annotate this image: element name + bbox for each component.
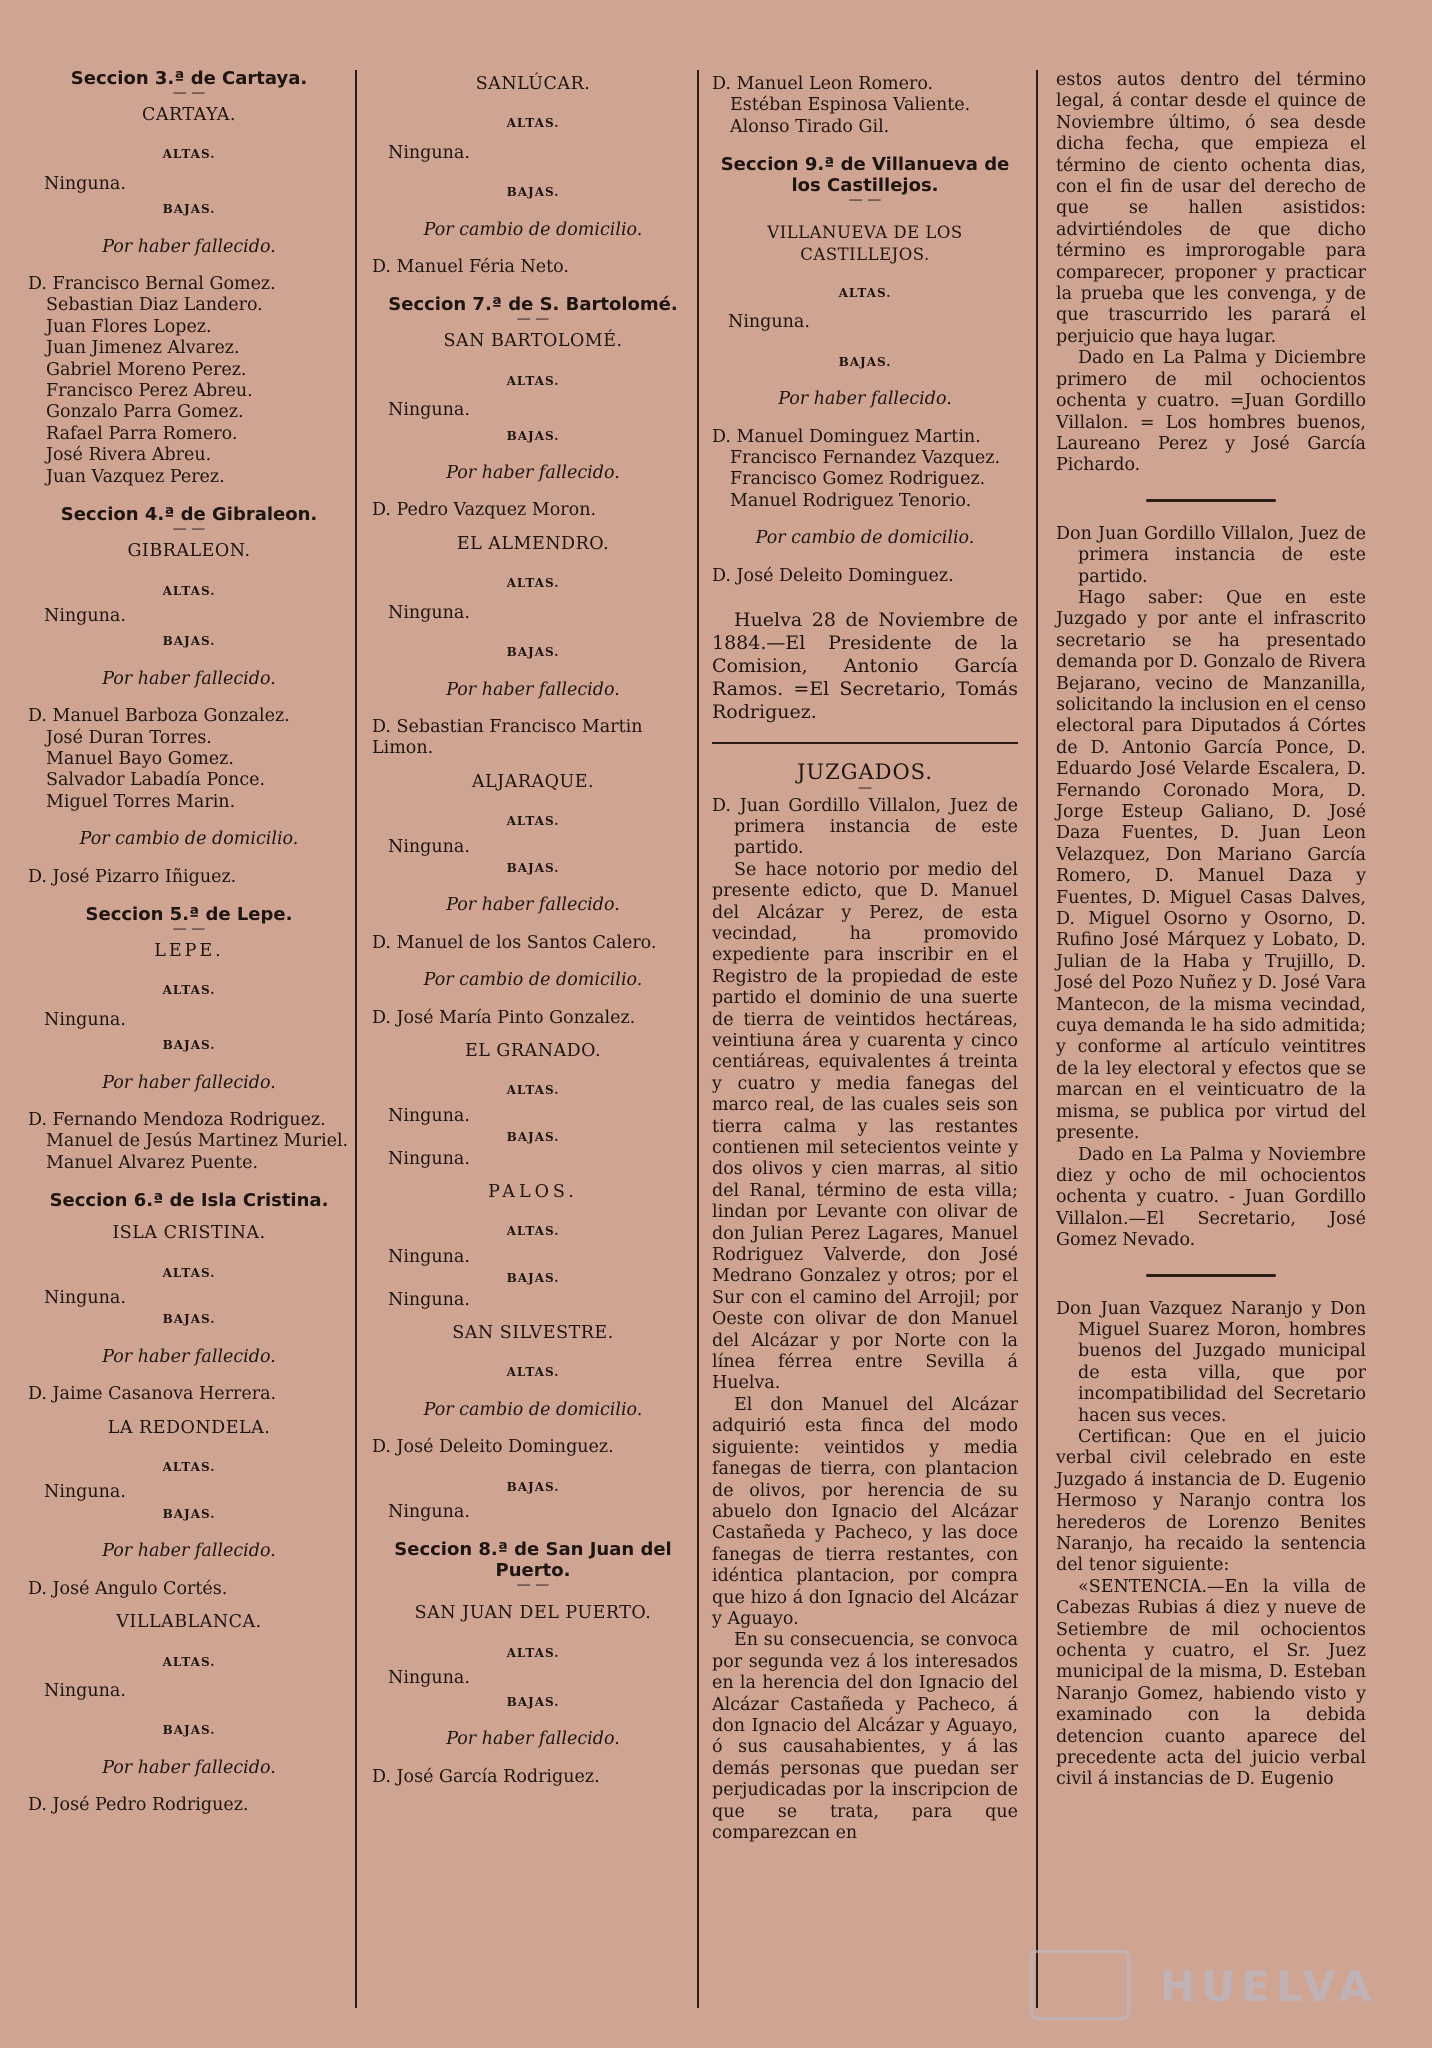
bajas-label: BAJAS.	[162, 634, 216, 649]
reason: Por haber fallecido.	[102, 1541, 276, 1562]
paragraph: «SENTENCIA.—En la villa de Cabezas Rubias á diez y nueve de Setiembre de mil ochocientos ochenta y cuatro, el Sr. Juez municipal de la misma, D. Esteban Naranjo Gomez, habiendo visto y examinado con la debida detencion cuanto aparece del precedente acta del juicio verbal civil á instancias de D. Eugenio	[1056, 1576, 1366, 1790]
section-title: Seccion 8.ª de San Juan del Puerto.	[394, 1539, 672, 1582]
altas-label: ALTAS.	[506, 1645, 560, 1660]
bajas-label: BAJAS.	[162, 1723, 216, 1738]
list-item: D. José Deleito Dominguez.	[372, 1437, 614, 1458]
town-name: GIBRALEON.	[127, 541, 251, 562]
bajas-label: BAJAS.	[506, 860, 560, 875]
altas-value: Ninguna.	[44, 1482, 126, 1503]
bajas-label: BAJAS.	[162, 1506, 216, 1521]
list-item: Salvador Labadía Ponce.	[46, 770, 266, 791]
town-name: CARTAYA.	[142, 105, 236, 125]
reason: Por haber fallecido.	[446, 1729, 620, 1750]
altas-value: Ninguna.	[388, 142, 470, 163]
list-item: José Rivera Abreu.	[46, 445, 212, 466]
list-item: Manuel Alvarez Puente.	[46, 1152, 259, 1173]
town-name: EL GRANADO.	[464, 1040, 602, 1061]
section-title: Seccion 5.ª de Lepe.	[85, 903, 293, 925]
bajas-label: BAJAS.	[162, 1312, 216, 1327]
altas-label: ALTAS.	[506, 576, 560, 591]
reason: Por cambio de domicilio.	[79, 829, 299, 850]
list-item: D. José Pedro Rodriguez.	[28, 1795, 249, 1816]
edict-intro: Don Juan Vazquez Naranjo y Don Miguel Suarez Moron, hombres buenos del Juzgado municipal de esta villa, que por incompatibilidad del Secretario hacen sus veces.	[1056, 1298, 1366, 1426]
ornament-divider	[1146, 1274, 1276, 1277]
town-name: SAN JUAN DEL PUERTO.	[414, 1603, 652, 1624]
town-name: VILLANUEVA DE LOS CASTILLEJOS.	[767, 223, 963, 264]
reason: Por haber fallecido.	[102, 668, 276, 689]
bajas-label: BAJAS.	[506, 1271, 560, 1286]
paragraph: Dado en La Palma y Diciembre primero de mil ochocientos ochenta y cuatro. =Juan Gordillo Villalon. = Los hombres buenos, Laureano Perez y José García Pichardo.	[1056, 348, 1366, 476]
list-item: D. Manuel Dominguez Martin.	[712, 426, 981, 447]
altas-label: ALTAS.	[838, 286, 892, 301]
column-rule	[697, 70, 699, 2008]
section-title: Seccion 3.ª de Cartaya.	[70, 68, 308, 89]
paragraph: Se hace notorio por medio del presente edicto, que D. Manuel del Alcázar y Perez, de esta vecindad, ha promovido expediente para inscribir en el Registro de la propiedad de este partido el dominio de una suerte de tierra de veintidos hectáreas, veintiuna área y cuarenta y cinco centiáreas, equivalentes á treinta y cuatro y media fanegas del marco real, de las cuales seis son tierra calma y las restantes contienen mil setecientos veinte y dos olivos y cien marras, al sitio del Ranal, término de esta villa; lindan por Levante con olivar de don Julian Perez Lagares, Manuel Rodriguez Valverde, don José Medrano Gonzalez y otros; por el Sur con el camino del Arrojil; por Oeste con olivar de don Manuel del Alcázar y por Norte con la línea férrea entre Sevilla á Huelva.	[712, 859, 1018, 1394]
divider	[712, 742, 1018, 744]
altas-value: Ninguna.	[44, 1009, 126, 1030]
list-item: Juan Vazquez Perez.	[46, 466, 225, 487]
town-name: LA REDONDELA.	[107, 1417, 271, 1438]
list-item: D. Manuel Leon Romero.	[712, 74, 934, 94]
section-title: Seccion 9.ª de Villanueva de los Castillejos.	[720, 154, 1010, 197]
list-item: Juan Jimenez Alvarez.	[46, 338, 240, 359]
town-name: SANLÚCAR.	[475, 74, 591, 94]
altas-value: Ninguna.	[388, 1668, 470, 1689]
name-list	[28, 706, 350, 813]
list-item: D. Sebastian Francisco Martin Limon.	[372, 716, 643, 759]
list-item: D. Pedro Vazquez Moron.	[372, 500, 597, 521]
altas-value: Ninguna.	[388, 1105, 470, 1126]
divider: — —	[516, 311, 550, 328]
edict-intro: D. Juan Gordillo Villalon, Juez de primera instancia de este partido.	[712, 795, 1018, 859]
divider: — —	[516, 1577, 550, 1594]
column-rule	[1036, 70, 1038, 2008]
list-item: D. Francisco Bernal Gomez.	[28, 274, 276, 295]
bajas-label: BAJAS.	[162, 202, 216, 217]
reason: Por haber fallecido.	[778, 389, 952, 410]
name-list	[372, 1767, 694, 1788]
altas-value: Ninguna.	[388, 602, 470, 623]
altas-value: Ninguna.	[44, 1680, 126, 1701]
altas-value: Ninguna.	[44, 173, 126, 194]
reason: Por cambio de domicilio.	[755, 528, 975, 549]
list-item: D. Fernando Mendoza Rodriguez.	[28, 1110, 326, 1130]
name-list	[28, 274, 350, 488]
divider: —	[858, 779, 872, 796]
list-item: Juan Flores Lopez.	[46, 316, 212, 337]
section-title: Seccion 7.ª de S. Bartolomé.	[388, 294, 678, 316]
bajas-value: Ninguna.	[388, 1148, 470, 1169]
reason: Por haber fallecido.	[446, 895, 620, 916]
town-name: SAN SILVESTRE.	[452, 1323, 614, 1344]
altas-value: Ninguna.	[44, 605, 126, 626]
town-name: ISLA CRISTINA.	[112, 1223, 266, 1244]
altas-label: ALTAS.	[162, 1460, 216, 1475]
list-item: Gabriel Moreno Perez.	[46, 359, 247, 380]
list-item: Miguel Torres Marin.	[46, 791, 236, 812]
divider: — —	[848, 192, 882, 209]
bajas-label: BAJAS.	[506, 645, 560, 660]
list-item: D. José María Pinto Gonzalez.	[372, 1007, 636, 1028]
shield-icon	[1030, 1950, 1130, 2020]
list-item: D. José Deleito Dominguez.	[712, 565, 954, 586]
name-list	[372, 1437, 694, 1458]
list-item: Manuel de Jesús Martinez Muriel.	[46, 1131, 349, 1152]
library-watermark	[1030, 1950, 1410, 2020]
reason: Por haber fallecido.	[102, 1072, 276, 1093]
paragraph: Certifican: Que en el juicio verbal civil celebrado en este Juzgado á instancia de D. Eugenio Hermoso y Naranjo contra los herederos de Lorenzo Benites Naranjo, ha recaido la sentencia del tenor siguiente:	[1056, 1426, 1366, 1576]
bajas-label: BAJAS.	[506, 1694, 560, 1709]
column-4	[1056, 60, 1366, 2012]
paragraph: Hago saber: Que en este Juzgado y por ante el infrascrito secretario se ha presentado demanda por D. Gonzalo de Rivera Bejarano, vecino de Manzanilla, solicitando la inclusion en el censo electoral para Diputados á Córtes de D. Antonio García Ponce, D. Eduardo José Velarde Escalera, D. Fernando Coronado Mora, D. Jorge Esteup Galiano, D. José Daza Fuentes, D. Juan Leon Velazquez, Don Mariano García Romero, D. Manuel Daza y Fuentes, D. Miguel Casas Dalves, D. Miguel Osorno y Osorno, D. Rufino José Márquez y Lobato, D. Julian de la Haba y Trujillo, D. José del Pozo Nuñez y D. José Vara Mantecon, de la misma vecindad, cuya demanda le ha sido admitida; y conforme al artículo veintitres de la ley electoral y efectos que se marcan en el veinticuatro de la misma, se publica por virtud del presente.	[1056, 587, 1366, 1144]
name-list	[372, 717, 694, 760]
bajas-value: Ninguna.	[388, 1289, 470, 1310]
ornament-divider	[1146, 499, 1276, 502]
column-rule	[355, 70, 357, 2008]
reason: Por haber fallecido.	[446, 463, 620, 484]
name-list	[712, 566, 1018, 587]
altas-value: Ninguna.	[388, 836, 470, 857]
altas-label: ALTAS.	[506, 373, 560, 388]
bajas-label: BAJAS.	[162, 1038, 216, 1053]
list-item: Manuel Bayo Gomez.	[46, 748, 234, 769]
bajas-value: Ninguna.	[388, 1502, 470, 1523]
column-1	[28, 60, 350, 2012]
watermark-text: HUELVA	[1160, 1962, 1378, 2011]
list-item: Estéban Espinosa Valiente.	[730, 95, 971, 116]
edict-intro: Don Juan Gordillo Villalon, Juez de primera instancia de este partido.	[1056, 523, 1366, 587]
name-list	[372, 500, 694, 521]
signature: Huelva 28 de Noviembre de 1884.—El Presidente de la Comision, Antonio García Ramos. =El Secretario, Tomás Rodriguez.	[712, 609, 1018, 724]
bajas-label: BAJAS.	[506, 428, 560, 443]
column-3	[712, 60, 1018, 2012]
paragraph: El don Manuel del Alcázar adquirió esta finca del modo siguiente: veintidos y media fanegas de tierra, con plantacion de olivos, por herencia de su abuelo don Ignacio del Alcázar Castañeda y Pacheco, y las doce fanegas de tierra restantes, con idéntica plantacion, por compra que hizo á don Ignacio del Alcázar y Aguayo.	[712, 1394, 1018, 1629]
reason: Por haber fallecido.	[102, 236, 276, 257]
name-list	[712, 427, 1018, 513]
altas-label: ALTAS.	[506, 814, 560, 829]
altas-label: ALTAS.	[506, 1365, 560, 1380]
divider: — —	[172, 920, 206, 937]
list-item: D. Manuel Barboza Gonzalez.	[28, 706, 290, 727]
divider: — —	[172, 85, 206, 101]
list-item: José Duran Torres.	[46, 727, 212, 748]
divider: — —	[172, 521, 206, 538]
town-name: PALOS.	[488, 1182, 578, 1202]
section-title: Seccion 6.ª de Isla Cristina.	[49, 1190, 329, 1212]
altas-label: ALTAS.	[506, 1083, 560, 1098]
reason: Por cambio de domicilio.	[423, 219, 643, 240]
altas-label: ALTAS.	[162, 583, 216, 598]
altas-label: ALTAS.	[506, 116, 560, 131]
name-list	[372, 1008, 694, 1029]
reason: Por haber fallecido.	[446, 679, 620, 700]
name-list	[28, 1110, 350, 1174]
list-item: D. José Angulo Cortés.	[28, 1578, 228, 1599]
paragraph: En su consecuencia, se convoca por segunda vez á los interesados en la herencia del don Ignacio del Alcázar Castañeda y Pacheco, á don Ignacio del Alcázar y Aguayo, ó sus causahabientes, y á las demás personas que puedan ser perjudicadas por la inscripcion de que se trata, para que comparezcan en	[712, 1630, 1018, 1843]
reason: Por cambio de domicilio.	[423, 1399, 643, 1420]
town-name: ALJARAQUE.	[471, 771, 595, 792]
bajas-label: BAJAS.	[506, 1479, 560, 1494]
list-item: Francisco Fernandez Vazquez.	[730, 448, 1001, 469]
altas-value: Ninguna.	[388, 1246, 470, 1267]
town-name: EL ALMENDRO.	[456, 533, 610, 554]
list-item: Sebastian Diaz Landero.	[46, 295, 263, 316]
altas-label: ALTAS.	[506, 1224, 560, 1239]
list-item: Gonzalo Parra Gomez.	[46, 402, 244, 423]
altas-label: ALTAS.	[162, 1265, 216, 1280]
altas-label: ALTAS.	[162, 983, 216, 998]
name-list	[712, 74, 1018, 138]
list-item: Manuel Rodriguez Tenorio.	[730, 490, 972, 511]
bajas-label: BAJAS.	[838, 354, 892, 369]
altas-value: Ninguna.	[388, 400, 470, 421]
altas-label: ALTAS.	[162, 147, 216, 162]
column-2	[372, 60, 694, 2012]
town-name: SAN BARTOLOMÉ.	[443, 331, 623, 352]
altas-value: Ninguna.	[44, 1288, 126, 1309]
altas-value: Ninguna.	[728, 312, 810, 333]
list-item: D. Manuel de los Santos Calero.	[372, 932, 657, 953]
reason: Por haber fallecido.	[102, 1346, 276, 1367]
altas-label: ALTAS.	[162, 1654, 216, 1669]
list-item: Alonso Tirado Gil.	[730, 116, 890, 137]
town-name: LEPE.	[154, 940, 224, 961]
name-list	[28, 1795, 350, 1816]
list-item: Francisco Gomez Rodriguez.	[730, 469, 986, 490]
paragraph: estos autos dentro del término legal, á contar desde el quince de Noviembre último, ó sea desde dicha fecha, que empieza el término de ciento ochenta dias, con el fin de usar del derecho de que se hallen asistidos: advirtiéndoles de que dicho término es improrogable para comparecer, proponer y practicar la prueba que les convenga, y de que trascurrido les parará el perjuicio que haya lugar.	[1056, 70, 1366, 347]
bajas-label: BAJAS.	[506, 185, 560, 200]
name-list	[28, 1579, 350, 1600]
reason: Por haber fallecido.	[102, 1757, 276, 1778]
list-item: D. José García Rodriguez.	[372, 1766, 600, 1787]
section-heading: JUZGADOS.	[796, 760, 933, 785]
bajas-label: BAJAS.	[506, 1130, 560, 1145]
list-item: D. Manuel Féria Neto.	[372, 257, 569, 278]
list-item: D. Jaime Casanova Herrera.	[28, 1384, 277, 1405]
section-title: Seccion 4.ª de Gibraleon.	[60, 504, 318, 526]
name-list	[372, 257, 694, 278]
name-list	[28, 867, 350, 888]
list-item: Francisco Perez Abreu.	[46, 381, 253, 402]
name-list	[28, 1384, 350, 1405]
list-item: D. José Pizarro Iñiguez.	[28, 866, 237, 887]
town-name: VILLABLANCA.	[116, 1612, 262, 1633]
paragraph: Dado en La Palma y Noviembre diez y ocho de mil ochocientos ochenta y cuatro. - Juan Gordillo Villalon.—El Secretario, José Gomez Nevado.	[1056, 1144, 1366, 1251]
name-list	[372, 933, 694, 954]
list-item: Rafael Parra Romero.	[46, 423, 238, 444]
reason: Por cambio de domicilio.	[423, 970, 643, 991]
